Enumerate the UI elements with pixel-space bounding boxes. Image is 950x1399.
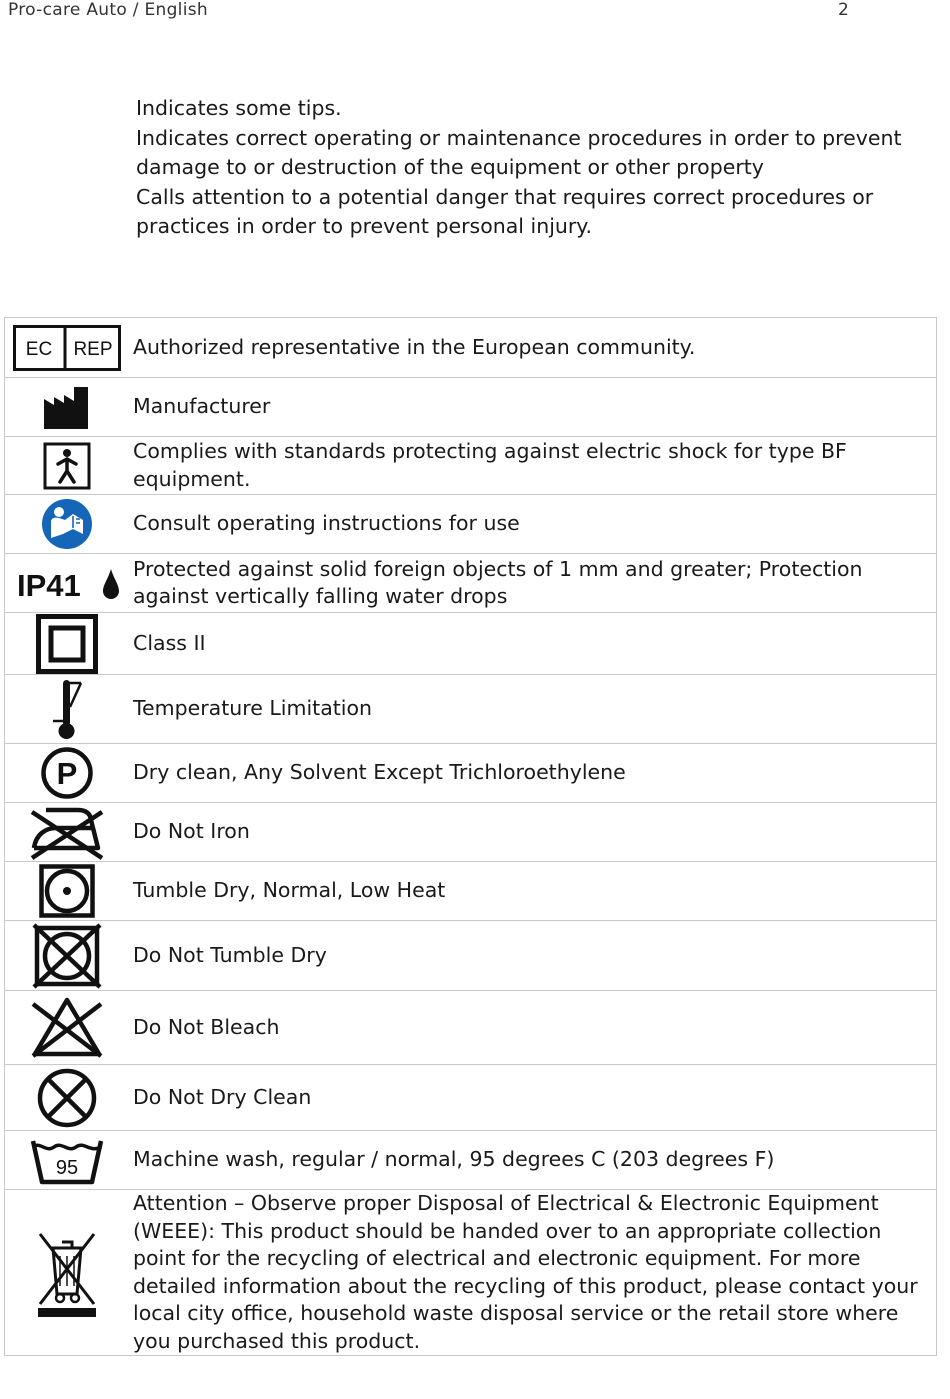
table-row: [5, 991, 937, 1065]
ip41-icon: [15, 563, 119, 603]
machine-wash-95-icon: [30, 1135, 104, 1185]
table-row: [5, 554, 937, 613]
symbol-description: Tumble Dry, Normal, Low Heat: [129, 862, 937, 921]
symbol-description: Manufacturer: [129, 378, 937, 437]
table-row: [5, 862, 937, 921]
weee-icon: [36, 1228, 98, 1318]
warning-note: Calls attention to a potential danger that requires correct procedures or practices in order to prevent personal injury.: [136, 184, 874, 238]
table-row: [5, 613, 937, 675]
ec-label: EC: [25, 338, 53, 360]
symbol-description: Consult operating instructions for use: [129, 495, 937, 554]
table-row: [5, 744, 937, 803]
tumble-dry-low-icon: [39, 864, 95, 918]
symbol-description: Do Not Tumble Dry: [129, 921, 937, 991]
symbol-description: Attention – Observe proper Disposal of Electrical & Electronic Equipment (WEEE): This product should be handed over to an appropriate collection point for the recycling of electrical and electronic equipment. For more detailed information about the recycling of this product, please contact your local city office, household waste disposal service or the retail store where you purchased this product.: [129, 1190, 937, 1356]
consult-instructions-icon: [39, 498, 95, 550]
caution-note: Indicates correct operating or maintenance procedures in order to prevent damage to or destruction of the equipment or other property: [136, 125, 902, 179]
symbol-description: Machine wash, regular / normal, 95 degrees C (203 degrees F): [129, 1131, 937, 1190]
rep-label: REP: [73, 338, 113, 360]
symbol-description: Class II: [129, 613, 937, 675]
ec-rep-icon: [13, 325, 121, 371]
table-row: [5, 437, 937, 495]
wash-temp-label: 95: [55, 1157, 79, 1179]
page-number: 2: [838, 0, 850, 20]
table-row: [5, 1190, 937, 1356]
table-row: [5, 495, 937, 554]
table-row: [5, 675, 937, 744]
type-bf-icon: [43, 442, 91, 490]
table-row: [5, 1131, 937, 1190]
table-row: [5, 803, 937, 862]
class-ii-icon: [36, 614, 98, 674]
tip-note: Indicates some tips.: [136, 96, 342, 120]
ip41-label: IP41: [17, 568, 81, 603]
do-not-dry-clean-icon: [34, 1068, 100, 1128]
do-not-bleach-icon: [29, 996, 105, 1060]
symbols-table: [4, 317, 937, 1356]
temperature-limit-icon: [47, 677, 87, 741]
symbol-description: Complies with standards protecting against electric shock for type BF equipment.: [129, 437, 937, 495]
table-row: [5, 318, 937, 378]
symbol-description: Do Not Bleach: [129, 991, 937, 1065]
header-title: Pro-care Auto / English: [8, 0, 208, 20]
symbol-description: Dry clean, Any Solvent Except Trichloroethylene: [129, 744, 937, 803]
symbol-description: Authorized representative in the European community.: [129, 318, 937, 378]
do-not-iron-icon: [28, 804, 106, 860]
page-header: [8, 0, 950, 20]
symbol-description: Temperature Limitation: [129, 675, 937, 744]
intro-notes: [136, 94, 948, 242]
symbol-description: Protected against solid foreign objects of 1 mm and greater; Protection against vertically falling water drops: [129, 554, 937, 613]
do-not-tumble-dry-icon: [32, 923, 102, 989]
symbol-description: Do Not Iron: [129, 803, 937, 862]
manufacturer-icon: [42, 383, 92, 431]
table-row: [5, 921, 937, 991]
dry-clean-p-icon: [40, 747, 94, 799]
p-label: P: [56, 756, 78, 791]
symbol-description: Do Not Dry Clean: [129, 1065, 937, 1131]
table-row: [5, 1065, 937, 1131]
table-row: [5, 378, 937, 437]
